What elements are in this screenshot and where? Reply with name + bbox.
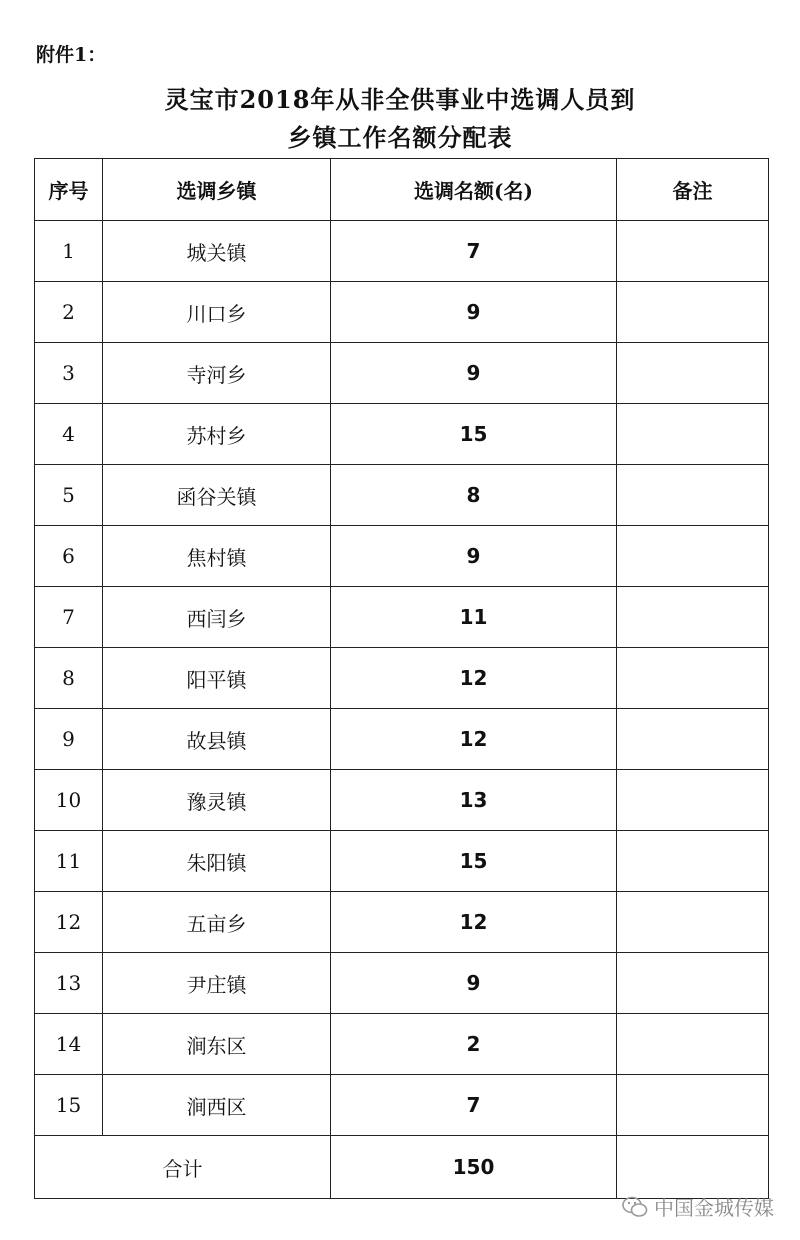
row-town: 函谷关镇	[103, 465, 331, 526]
row-town: 苏村乡	[103, 404, 331, 465]
table-header-row	[35, 159, 769, 221]
row-quota: 2	[331, 1014, 617, 1075]
row-note	[617, 831, 769, 892]
row-note	[617, 709, 769, 770]
row-index: 1	[35, 221, 103, 282]
table-row	[35, 709, 769, 770]
watermark	[622, 1192, 774, 1221]
header-quota: 选调名额(名)	[331, 159, 617, 221]
row-note	[617, 221, 769, 282]
header-index: 序号	[35, 159, 103, 221]
row-index: 8	[35, 648, 103, 709]
row-town: 朱阳镇	[103, 831, 331, 892]
total-label: 合计	[35, 1136, 331, 1199]
row-quota: 12	[331, 648, 617, 709]
row-town: 焦村镇	[103, 526, 331, 587]
row-index: 4	[35, 404, 103, 465]
row-town: 城关镇	[103, 221, 331, 282]
row-note	[617, 404, 769, 465]
row-quota: 9	[331, 953, 617, 1014]
table-row	[35, 465, 769, 526]
table-row	[35, 221, 769, 282]
row-town: 涧西区	[103, 1075, 331, 1136]
row-index: 13	[35, 953, 103, 1014]
row-note	[617, 465, 769, 526]
row-index: 2	[35, 282, 103, 343]
row-town: 五亩乡	[103, 892, 331, 953]
document-title-line-1: 灵宝市2018年从非全供事业中选调人员到	[164, 85, 636, 114]
row-note	[617, 770, 769, 831]
row-quota: 13	[331, 770, 617, 831]
row-town: 尹庄镇	[103, 953, 331, 1014]
row-quota: 11	[331, 587, 617, 648]
table-row	[35, 1075, 769, 1136]
table-row	[35, 770, 769, 831]
total-quota: 150	[331, 1136, 617, 1199]
watermark-text: 中国金城传媒	[654, 1196, 774, 1220]
row-index: 6	[35, 526, 103, 587]
row-town: 涧东区	[103, 1014, 331, 1075]
header-town: 选调乡镇	[103, 159, 331, 221]
document-title-line-2: 乡镇工作名额分配表	[287, 123, 513, 152]
total-row	[35, 1136, 769, 1199]
row-note	[617, 892, 769, 953]
wechat-icon	[622, 1196, 648, 1218]
row-note	[617, 282, 769, 343]
row-town: 川口乡	[103, 282, 331, 343]
row-note	[617, 526, 769, 587]
row-index: 9	[35, 709, 103, 770]
table-row	[35, 1014, 769, 1075]
row-note	[617, 1014, 769, 1075]
row-index: 12	[35, 892, 103, 953]
row-index: 7	[35, 587, 103, 648]
row-quota: 8	[331, 465, 617, 526]
row-note	[617, 953, 769, 1014]
table-row	[35, 648, 769, 709]
table-row	[35, 343, 769, 404]
row-quota: 7	[331, 1075, 617, 1136]
table-row	[35, 526, 769, 587]
row-index: 15	[35, 1075, 103, 1136]
row-note	[617, 343, 769, 404]
row-quota: 9	[331, 343, 617, 404]
row-index: 10	[35, 770, 103, 831]
table-row	[35, 953, 769, 1014]
total-note	[617, 1136, 769, 1199]
table-row	[35, 892, 769, 953]
row-note	[617, 587, 769, 648]
row-quota: 12	[331, 709, 617, 770]
row-index: 11	[35, 831, 103, 892]
row-note	[617, 1075, 769, 1136]
table-row	[35, 587, 769, 648]
row-index: 14	[35, 1014, 103, 1075]
allocation-table	[34, 158, 769, 1199]
attachment-label: 附件1：	[36, 44, 107, 66]
row-town: 西闫乡	[103, 587, 331, 648]
row-index: 3	[35, 343, 103, 404]
row-town: 故县镇	[103, 709, 331, 770]
row-quota: 9	[331, 282, 617, 343]
row-quota: 12	[331, 892, 617, 953]
row-town: 阳平镇	[103, 648, 331, 709]
row-town: 豫灵镇	[103, 770, 331, 831]
row-quota: 9	[331, 526, 617, 587]
row-quota: 15	[331, 404, 617, 465]
table-row	[35, 282, 769, 343]
row-town: 寺河乡	[103, 343, 331, 404]
row-note	[617, 648, 769, 709]
table-row	[35, 831, 769, 892]
table-row	[35, 404, 769, 465]
row-index: 5	[35, 465, 103, 526]
row-quota: 7	[331, 221, 617, 282]
header-note: 备注	[617, 159, 769, 221]
row-quota: 15	[331, 831, 617, 892]
